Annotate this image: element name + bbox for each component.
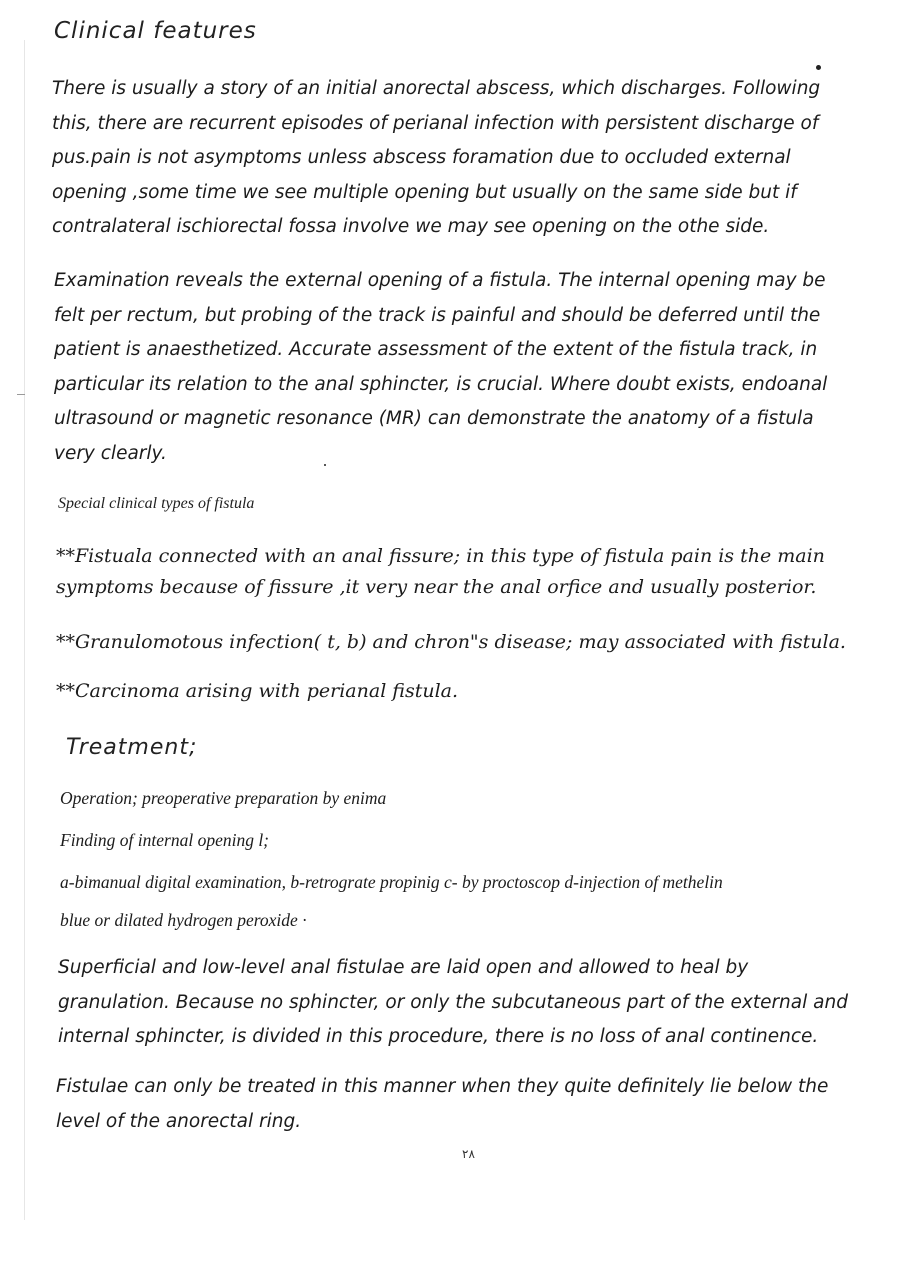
text-line: Examination reveals the external opening of a fistula. The internal opening may be [54,270,826,291]
text-line: level of the anorectal ring. [56,1110,302,1132]
text-line: There is usually a story of an initial anorectal abscess, which discharges. Following [52,78,821,99]
text-line: **Fistuala connected with an anal fissure; in this type of fistula pain is the main [56,545,825,567]
text-line: **Granulomotous infection( t, b) and chron"s disease; may associated with fistula. [56,631,846,653]
special-type-fissure [56,541,825,603]
text-line: contralateral ischiorectal fossa involve we may see opening on the othe side. [52,216,770,237]
text-line: this, there are recurrent episodes of perianal infection with persistent discharge of [52,112,819,134]
special-type-carcinoma [56,676,458,707]
text-line: symptoms because of fissure ,it very near the anal orfice and usually posterior. [56,576,817,598]
text-line: patient is anaesthetized. Accurate assessment of the extent of the fistula track, in [54,339,818,360]
page-margin-line [24,40,25,1220]
treatment-heading: Treatment; [66,735,198,760]
scan-speck [324,464,326,466]
clinical-features-heading: Clinical features [54,18,257,44]
text-line: particular its relation to the anal sphincter, is crucial. Where doubt exists, endoanal [54,373,828,395]
text-line: very clearly. [54,442,167,464]
special-type-granulomatous [56,627,846,658]
treatment-methods-line-2: blue or dilated hydrogen peroxide · [60,910,307,930]
clinical-features-paragraph-2 [54,264,827,471]
treatment-finding-line: Finding of internal opening l; [60,830,270,850]
treatment-operation-line: Operation; preoperative preparation by enima [60,788,387,808]
treatment-methods-line: a-bimanual digital examination, b-retrograte propinig c- by proctoscop d-injection of methelin [60,872,723,892]
page-margin-tick [17,394,25,395]
scan-speck [816,65,821,70]
text-line: Fistulae can only be treated in this manner when they quite definitely lie below the [56,1076,829,1097]
special-types-heading: Special clinical types of fistula [58,495,255,512]
text-line: ultrasound or magnetic resonance (MR) can demonstrate the anatomy of a fistula [54,408,814,429]
text-line: opening ,some time we see multiple opening but usually on the same side but if [52,181,797,203]
text-line: pus.pain is not asymptoms unless abscess foramation due to occluded external [52,147,791,168]
text-line: Superficial and low-level anal fistulae are laid open and allowed to heal by [58,957,749,978]
page-number: ٢٨ [462,1147,475,1161]
treatment-paragraph-1 [58,951,848,1055]
text-line: felt per rectum, but probing of the track is painful and should be deferred until the [54,304,821,326]
treatment-paragraph-2 [56,1070,828,1139]
text-line: granulation. Because no sphincter, or only the subcutaneous part of the external and [58,991,848,1013]
text-line: **Carcinoma arising with perianal fistula. [56,680,459,702]
clinical-features-paragraph-1 [52,72,820,245]
text-line: internal sphincter, is divided in this procedure, there is no loss of anal continence. [58,1026,819,1047]
